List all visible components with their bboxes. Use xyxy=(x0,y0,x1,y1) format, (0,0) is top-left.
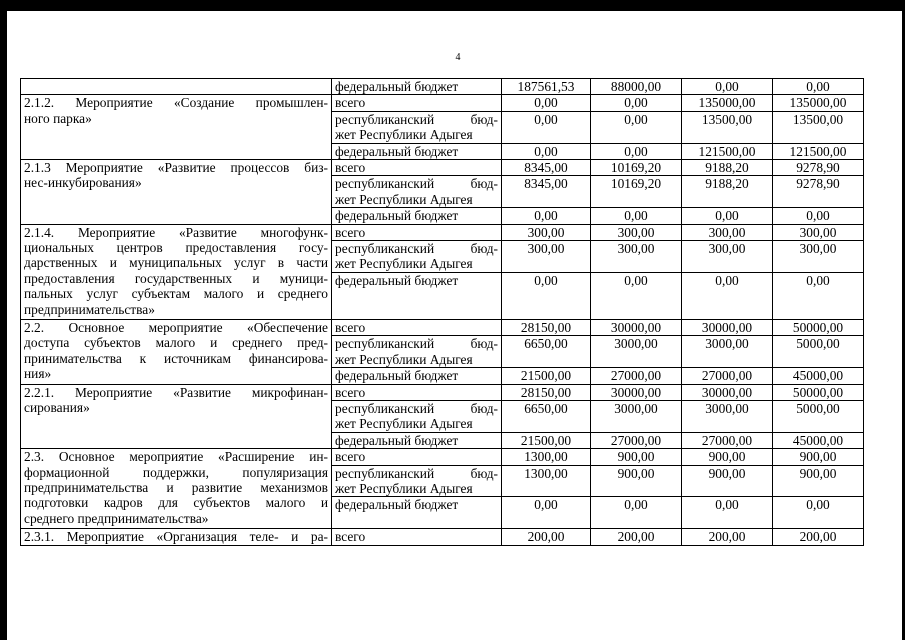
value-cell: 9188,20 xyxy=(682,176,773,208)
table-row xyxy=(21,224,864,240)
value-cell: 0,00 xyxy=(502,111,591,143)
value-cell: 300,00 xyxy=(682,241,773,273)
value-cell: 900,00 xyxy=(591,465,682,497)
activity-name-cell: 2.1.4. Мероприятие «Развитие многофунк- циональных центров предоставления госу- дарственных и муниципальных услуг в части предоставления государственных и муници- пальных услуг субъектам малого и среднего предпринимательства» xyxy=(21,224,332,319)
value-cell: 10169,20 xyxy=(591,160,682,176)
value-cell: 0,00 xyxy=(502,497,591,529)
value-cell: 3000,00 xyxy=(682,400,773,432)
value-cell: 3000,00 xyxy=(591,400,682,432)
value-cell: 5000,00 xyxy=(773,400,864,432)
value-cell: 300,00 xyxy=(773,224,864,240)
value-cell: 21500,00 xyxy=(502,432,591,448)
value-cell: 200,00 xyxy=(502,529,591,545)
value-cell: 0,00 xyxy=(682,272,773,319)
value-cell: 0,00 xyxy=(682,497,773,529)
value-cell: 0,00 xyxy=(502,143,591,159)
page-number: 4 xyxy=(455,52,461,63)
value-cell: 200,00 xyxy=(591,529,682,545)
funding-source: всего xyxy=(332,95,502,111)
value-cell: 1300,00 xyxy=(502,449,591,465)
value-cell: 6650,00 xyxy=(502,400,591,432)
value-cell: 0,00 xyxy=(773,208,864,224)
funding-source: республиканский бюд- жет Республики Адыгея xyxy=(332,465,502,497)
value-cell: 3000,00 xyxy=(682,336,773,368)
scan-top-border xyxy=(0,0,905,11)
funding-source: федеральный бюджет xyxy=(332,497,502,529)
value-cell: 10169,20 xyxy=(591,176,682,208)
table-row xyxy=(21,95,864,111)
value-cell: 9278,90 xyxy=(773,160,864,176)
value-cell: 121500,00 xyxy=(773,143,864,159)
value-cell: 13500,00 xyxy=(773,111,864,143)
value-cell: 27000,00 xyxy=(591,368,682,384)
table-row xyxy=(21,319,864,335)
funding-source: федеральный бюджет xyxy=(332,368,502,384)
funding-source: республиканский бюд- жет Республики Адыгея xyxy=(332,241,502,273)
scan-left-border xyxy=(0,0,7,640)
value-cell: 121500,00 xyxy=(682,143,773,159)
funding-source: всего xyxy=(332,224,502,240)
table-row xyxy=(21,449,864,465)
value-cell: 200,00 xyxy=(682,529,773,545)
activity-name-cell: 2.2.1. Мероприятие «Развитие микрофинан- сирования» xyxy=(21,384,332,449)
funding-source: всего xyxy=(332,529,502,545)
funding-source: федеральный бюджет xyxy=(332,432,502,448)
activity-name-cell: 2.1.3 Мероприятие «Развитие процессов биз- нес-инкубирования» xyxy=(21,160,332,225)
value-cell: 0,00 xyxy=(591,111,682,143)
funding-source: федеральный бюджет xyxy=(332,143,502,159)
value-cell: 135000,00 xyxy=(773,95,864,111)
funding-source: всего xyxy=(332,449,502,465)
funding-source: федеральный бюджет xyxy=(332,272,502,319)
value-cell: 0,00 xyxy=(502,95,591,111)
value-cell: 5000,00 xyxy=(773,336,864,368)
value-cell: 28150,00 xyxy=(502,319,591,335)
activity-name-cell: 2.3.1. Мероприятие «Организация теле- и ра- xyxy=(21,529,332,545)
value-cell: 900,00 xyxy=(773,465,864,497)
value-cell: 200,00 xyxy=(773,529,864,545)
value-cell: 3000,00 xyxy=(591,336,682,368)
value-cell: 300,00 xyxy=(591,224,682,240)
value-cell: 900,00 xyxy=(682,449,773,465)
value-cell: 9188,20 xyxy=(682,160,773,176)
value-cell: 0,00 xyxy=(591,497,682,529)
value-cell: 900,00 xyxy=(773,449,864,465)
value-cell: 135000,00 xyxy=(682,95,773,111)
value-cell: 27000,00 xyxy=(682,432,773,448)
funding-source: республиканский бюд- жет Республики Адыгея xyxy=(332,111,502,143)
value-cell: 0,00 xyxy=(502,272,591,319)
value-cell: 0,00 xyxy=(682,79,773,95)
funding-source: всего xyxy=(332,384,502,400)
value-cell: 30000,00 xyxy=(682,319,773,335)
value-cell: 900,00 xyxy=(591,449,682,465)
value-cell: 300,00 xyxy=(682,224,773,240)
value-cell: 0,00 xyxy=(773,79,864,95)
value-cell: 0,00 xyxy=(591,143,682,159)
value-cell: 30000,00 xyxy=(591,319,682,335)
value-cell: 45000,00 xyxy=(773,432,864,448)
value-cell: 45000,00 xyxy=(773,368,864,384)
value-cell: 27000,00 xyxy=(682,368,773,384)
value-cell: 6650,00 xyxy=(502,336,591,368)
value-cell: 13500,00 xyxy=(682,111,773,143)
funding-source: республиканский бюд- жет Республики Адыгея xyxy=(332,176,502,208)
value-cell: 0,00 xyxy=(591,95,682,111)
funding-source: всего xyxy=(332,160,502,176)
value-cell: 50000,00 xyxy=(773,319,864,335)
funding-source: федеральный бюджет xyxy=(332,208,502,224)
value-cell: 50000,00 xyxy=(773,384,864,400)
activity-name-cell: 2.1.2. Мероприятие «Создание промышлен- ного парка» xyxy=(21,95,332,160)
value-cell: 187561,53 xyxy=(502,79,591,95)
value-cell: 9278,90 xyxy=(773,176,864,208)
table-row xyxy=(21,384,864,400)
value-cell: 0,00 xyxy=(773,272,864,319)
value-cell: 30000,00 xyxy=(682,384,773,400)
value-cell: 28150,00 xyxy=(502,384,591,400)
table-row xyxy=(21,79,864,95)
value-cell: 8345,00 xyxy=(502,176,591,208)
value-cell: 0,00 xyxy=(591,208,682,224)
activity-name-cell xyxy=(21,79,332,95)
funding-source: республиканский бюд- жет Республики Адыгея xyxy=(332,336,502,368)
table-row xyxy=(21,529,864,545)
budget-table xyxy=(20,78,864,546)
value-cell: 300,00 xyxy=(502,224,591,240)
activity-name-cell: 2.2. Основное мероприятие «Обеспечение доступа субъектов малого и среднего пред- принимательства к источникам финансирова- ния» xyxy=(21,319,332,384)
value-cell: 300,00 xyxy=(502,241,591,273)
value-cell: 0,00 xyxy=(591,272,682,319)
value-cell: 300,00 xyxy=(773,241,864,273)
funding-source: республиканский бюд- жет Республики Адыгея xyxy=(332,400,502,432)
value-cell: 0,00 xyxy=(773,497,864,529)
value-cell: 1300,00 xyxy=(502,465,591,497)
activity-name-cell: 2.3. Основное мероприятие «Расширение ин- формационной поддержки, популяризация предпринимательства и развитие механизмов подготовки кадров для субъектов малого и среднего предпринимательства» xyxy=(21,449,332,529)
funding-source: федеральный бюджет xyxy=(332,79,502,95)
value-cell: 900,00 xyxy=(682,465,773,497)
funding-source: всего xyxy=(332,319,502,335)
value-cell: 27000,00 xyxy=(591,432,682,448)
value-cell: 88000,00 xyxy=(591,79,682,95)
value-cell: 21500,00 xyxy=(502,368,591,384)
value-cell: 0,00 xyxy=(682,208,773,224)
value-cell: 8345,00 xyxy=(502,160,591,176)
value-cell: 300,00 xyxy=(591,241,682,273)
value-cell: 0,00 xyxy=(502,208,591,224)
table-row xyxy=(21,160,864,176)
value-cell: 30000,00 xyxy=(591,384,682,400)
